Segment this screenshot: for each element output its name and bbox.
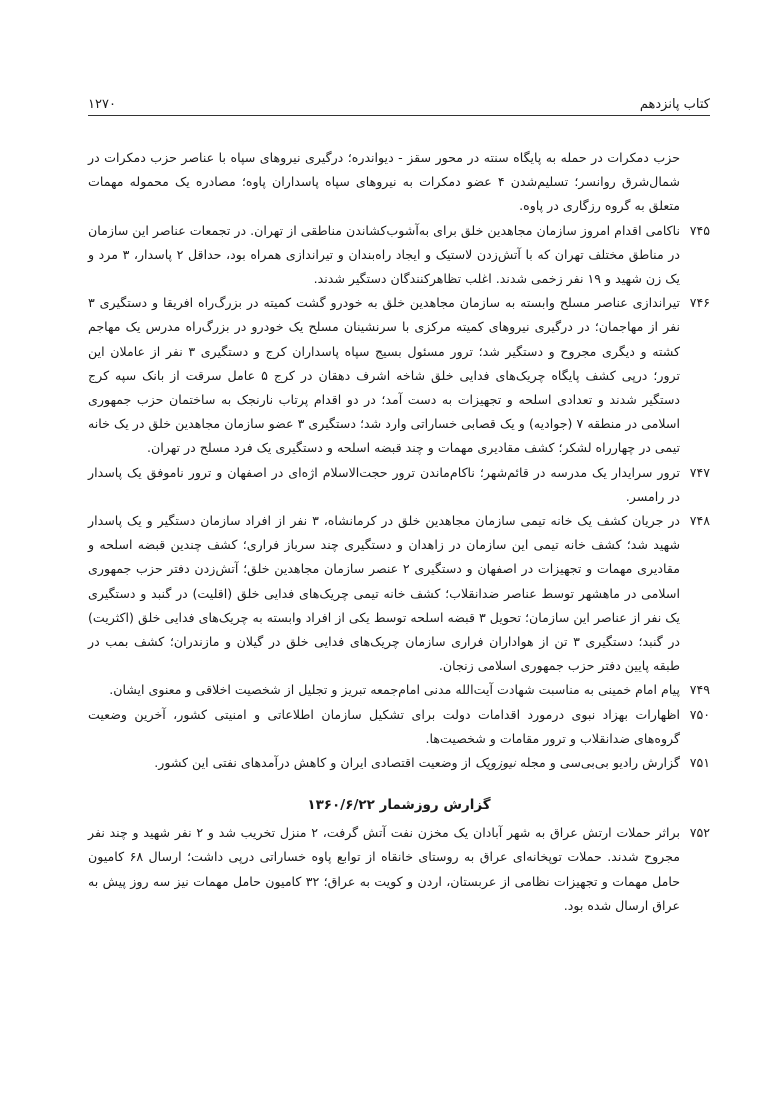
entry-text: در جریان کشف یک خانه تیمی سازمان مجاهدین خلق در کرمانشاه، ۳ نفر از افراد سازمان دستگیر و یک پاسدار شهید شد؛ کشف خانه تیمی این سازمان در زاهدان و دستگیری چند سرباز فراری؛ کشف چندین قبضه اسلحه و مقادیری مهمات و تجهیزات در اصفهان و دستگیری ۲ عنصر سازمان مجاهدین خلق؛ آتش‌زدن دفتر حزب جمهوری اسلامی در ماهشهر توسط عناصر ضدانقلاب؛ کشف خانه تیمی چریک‌های فدایی خلق (اقلیت) در گنبد و دستگیری یک نفر از عناصر این سازمان؛ تحویل ۳ قبضه اسلحه توسط یکی از افراد وابسته به چریک‌های فدایی خلق (اکثریت) در گنبد؛ دستگیری ۳ تن از هواداران فراری سازمان چریک‌های فدایی خلق در گیلان و مازندران؛ کشف بمب در طبقه پایین دفتر حزب جمهوری اسلامی زنجان. [88, 513, 681, 674]
entry-number: ۷۴۷ [689, 464, 710, 480]
entry-text: تیراندازی عناصر مسلح وابسته به سازمان مجاهدین خلق به خودرو گشت کمیته در بزرگ‌راه افریقا و دستگیری ۳ نفر از مهاجمان؛ در درگیری نیروهای کمیته مرکزی با سرنشینان مسلح یک خودرو در بزرگ‌راه مدرس یک مهاجم کشته و دیگری مجروح و دستگیر شد؛ ترور مسئول بسیج سپاه پاسداران کرج و دستگیری ۳ نفر از عاملان این ترور؛ درپی کشف پایگاه چریک‌های فدایی خلق شاخه اشرف دهقان در کرج ۵ عامل سرقت از بانک سپه کرج دستگیر شدند و تعدادی اسلحه و تجهیزات به دست آمد؛ در دو اقدام پرتاب نارنجک به ساختمان حزب جمهوری اسلامی در منطقه ۷ (جوادیه) و یک قصابی خساراتی وارد شد؛ دستگیری ۳ عضو سازمان مجاهدین خلق در یک خانه تیمی در چهارراه لشکر؛ کشف مقادیری مهمات و چند قبضه اسلحه و دستگیری یک فرد مسلح در تهران. [88, 295, 680, 456]
entry-number: ۷۵۱ [689, 755, 710, 771]
entry-number: ۷۵۲ [689, 825, 710, 841]
continued-paragraph: حزب دمکرات در حمله به پایگاه سنته در محور سقز - دیواندره؛ درگیری نیروهای سپاه با عناصر حزب دمکرات در شمال‌شرق روانسر؛ تسلیم‌شدن ۴ عضو دمکرات به نیروهای سپاه پاسداران پاوه؛ مصادره یک محموله مهمات متعلق به گروه رزگاری در پاوه. [88, 150, 680, 214]
entry-747 [88, 461, 710, 509]
entry-751 [88, 751, 710, 775]
entry-text-after: از وضعیت اقتصادی ایران و کاهش درآمدهای نفتی این کشور. [154, 755, 476, 771]
page-number: ۱۲۷۰ [88, 97, 116, 112]
book-title: کتاب پانزدهم [639, 97, 710, 112]
page-content [88, 146, 710, 918]
entry-number: ۷۴۶ [689, 295, 710, 311]
entry-752 [88, 821, 710, 918]
section-title: گزارش روزشمار ۱۳۶۰/۶/۲۲ [307, 797, 491, 814]
entry-748 [88, 509, 710, 678]
page-header [88, 92, 710, 116]
entry-number: ۷۴۹ [689, 682, 710, 698]
entry-text-before: گزارش رادیو بی‌بی‌سی و مجله [515, 755, 680, 771]
entry-text: پیام امام خمینی به مناسبت شهادت آیت‌الله مدنی امام‌جمعه تبریز و تجلیل از شخصیت اخلاقی و معنوی ایشان. [109, 682, 680, 698]
entry-number: ۷۵۰ [689, 706, 710, 722]
entry-text: اظهارات بهزاد نبوی درمورد اقدامات دولت برای تشکیل سازمان اطلاعاتی و امنیتی کشور، آخرین وضعیت گروه‌های ضدانقلاب و ترور مقامات و شخصیت‌ها. [88, 706, 680, 746]
entry-746 [88, 291, 710, 460]
entry-number: ۷۴۸ [689, 513, 711, 529]
magazine-name: نیوزویک [475, 755, 516, 771]
entry-text: براثر حملات ارتش عراق به شهر آبادان یک مخزن نفت آتش گرفت، ۲ منزل تخریب شد و ۲ نفر شهید و چند نفر مجروح شدند. حملات توپخانه‌ای عراق به روستای خانقاه از توابع پاوه خساراتی درپی داشت؛ ارسال ۶۸ کامیون حامل مهمات و تجهیزات نظامی از عربستان، اردن و کویت به عراق؛ ۳۲ کامیون حامل مهمات نیز سه روز پیش به عراق ارسال شده بود. [88, 825, 680, 913]
entry-745 [88, 219, 710, 292]
entry-text: ترور سرایدار یک مدرسه در قائم‌شهر؛ ناکام‌ماندن ترور حجت‌الاسلام اژه‌ای در اصفهان و ترور ناموفق یک پاسدار در رامسر. [88, 464, 680, 504]
entry-number: ۷۴۵ [689, 222, 710, 238]
entry-text: ناکامی اقدام امروز سازمان مجاهدین خلق برای به‌آشوب‌کشاندن مناطقی از تهران. در تجمعات عناصر این سازمان در مناطق مختلف تهران که با آتش‌زدن لاستیک و ایجاد راه‌بندان و تیراندازی همراه بود، حداقل ۲ پاسدار، ۳ مرد و یک زن شهید و ۱۹ نفر زخمی شدند. اغلب تظاهرکنندگان دستگیر شدند. [88, 222, 680, 287]
entry-749 [88, 678, 710, 702]
entry-750 [88, 703, 710, 751]
